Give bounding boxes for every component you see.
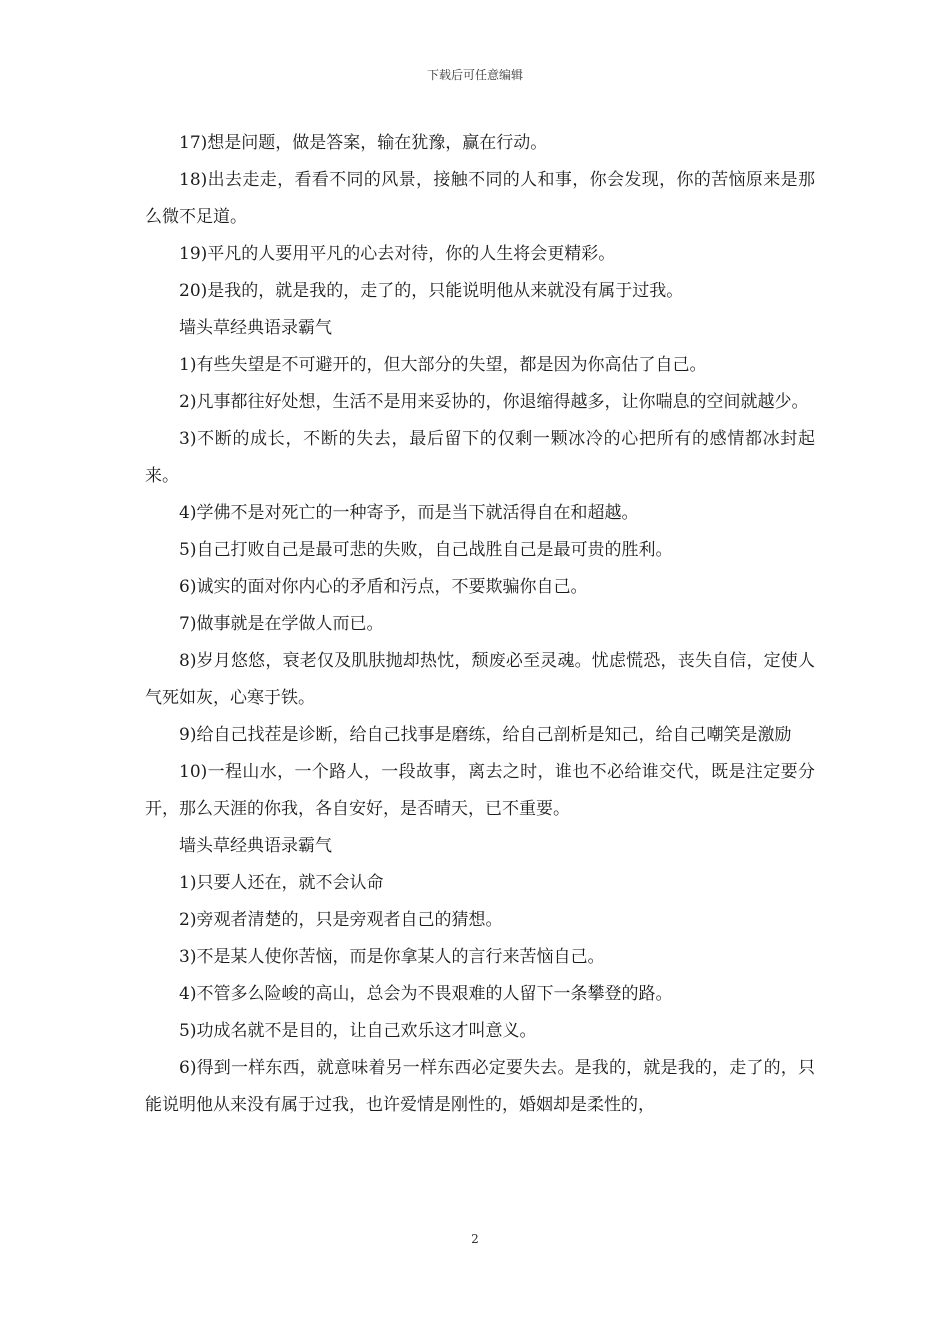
paragraph: 18)出去走走，看看不同的风景，接触不同的人和事，你会发现，你的苦恼原来是那么微不足道。 (145, 170, 815, 227)
paragraph: 4)学佛不是对死亡的一种寄予，而是当下就活得自在和超越。 (179, 503, 639, 523)
paragraph: 5)自己打败自己是最可悲的失败，自己战胜自己是最可贵的胜利。 (179, 540, 673, 560)
paragraph: 2)凡事都往好处想，生活不是用来妥协的，你退缩得越多，让你喘息的空间就越少。 (179, 392, 809, 412)
paragraph: 3)不断的成长，不断的失去，最后留下的仅剩一颗冰冷的心把所有的感情都冰封起来。 (145, 429, 815, 486)
paragraph: 6)得到一样东西，就意味着另一样东西必定要失去。是我的，就是我的，走了的，只能说明他从来没有属于过我，也许爱情是刚性的，婚姻却是柔性的， (145, 1058, 815, 1115)
paragraph: 2)旁观者清楚的，只是旁观者自己的猜想。 (179, 910, 503, 930)
paragraph: 1)有些失望是不可避开的，但大部分的失望，都是因为你高估了自己。 (179, 355, 707, 375)
paragraph: 10)一程山水，一个路人，一段故事，离去之时，谁也不必给谁交代，既是注定要分开，那么天涯的你我，各自安好，是否晴天，已不重要。 (145, 762, 815, 819)
page-header: 下载后可任意编辑 (426, 68, 523, 82)
section-heading: 墙头草经典语录霸气 (179, 318, 332, 338)
page-number: 2 (471, 1232, 479, 1246)
paragraph: 20)是我的，就是我的，走了的，只能说明他从来就没有属于过我。 (179, 281, 684, 301)
paragraph: 1)只要人还在，就不会认命 (179, 873, 384, 893)
section-heading: 墙头草经典语录霸气 (179, 836, 332, 856)
document-body (145, 125, 815, 1124)
paragraph: 3)不是某人使你苦恼，而是你拿某人的言行来苦恼自己。 (179, 947, 605, 967)
paragraph: 7)做事就是在学做人而已。 (179, 614, 384, 634)
paragraph: 5)功成名就不是目的，让自己欢乐这才叫意义。 (179, 1021, 537, 1041)
paragraph: 17)想是问题，做是答案，输在犹豫，赢在行动。 (179, 133, 548, 153)
paragraph: 6)诚实的面对你内心的矛盾和污点，不要欺骗你自己。 (179, 577, 588, 597)
paragraph: 9)给自己找茬是诊断，给自己找事是磨练，给自己剖析是知己，给自己嘲笑是激励 (179, 725, 792, 745)
paragraph: 4)不管多么险峻的高山，总会为不畏艰难的人留下一条攀登的路。 (179, 984, 673, 1004)
paragraph: 19)平凡的人要用平凡的心去对待，你的人生将会更精彩。 (179, 244, 616, 264)
paragraph: 8)岁月悠悠，衰老仅及肌肤抛却热忱，颓废必至灵魂。忧虑慌恐，丧失自信，定使人气死如灰，心寒于铁。 (145, 651, 815, 708)
